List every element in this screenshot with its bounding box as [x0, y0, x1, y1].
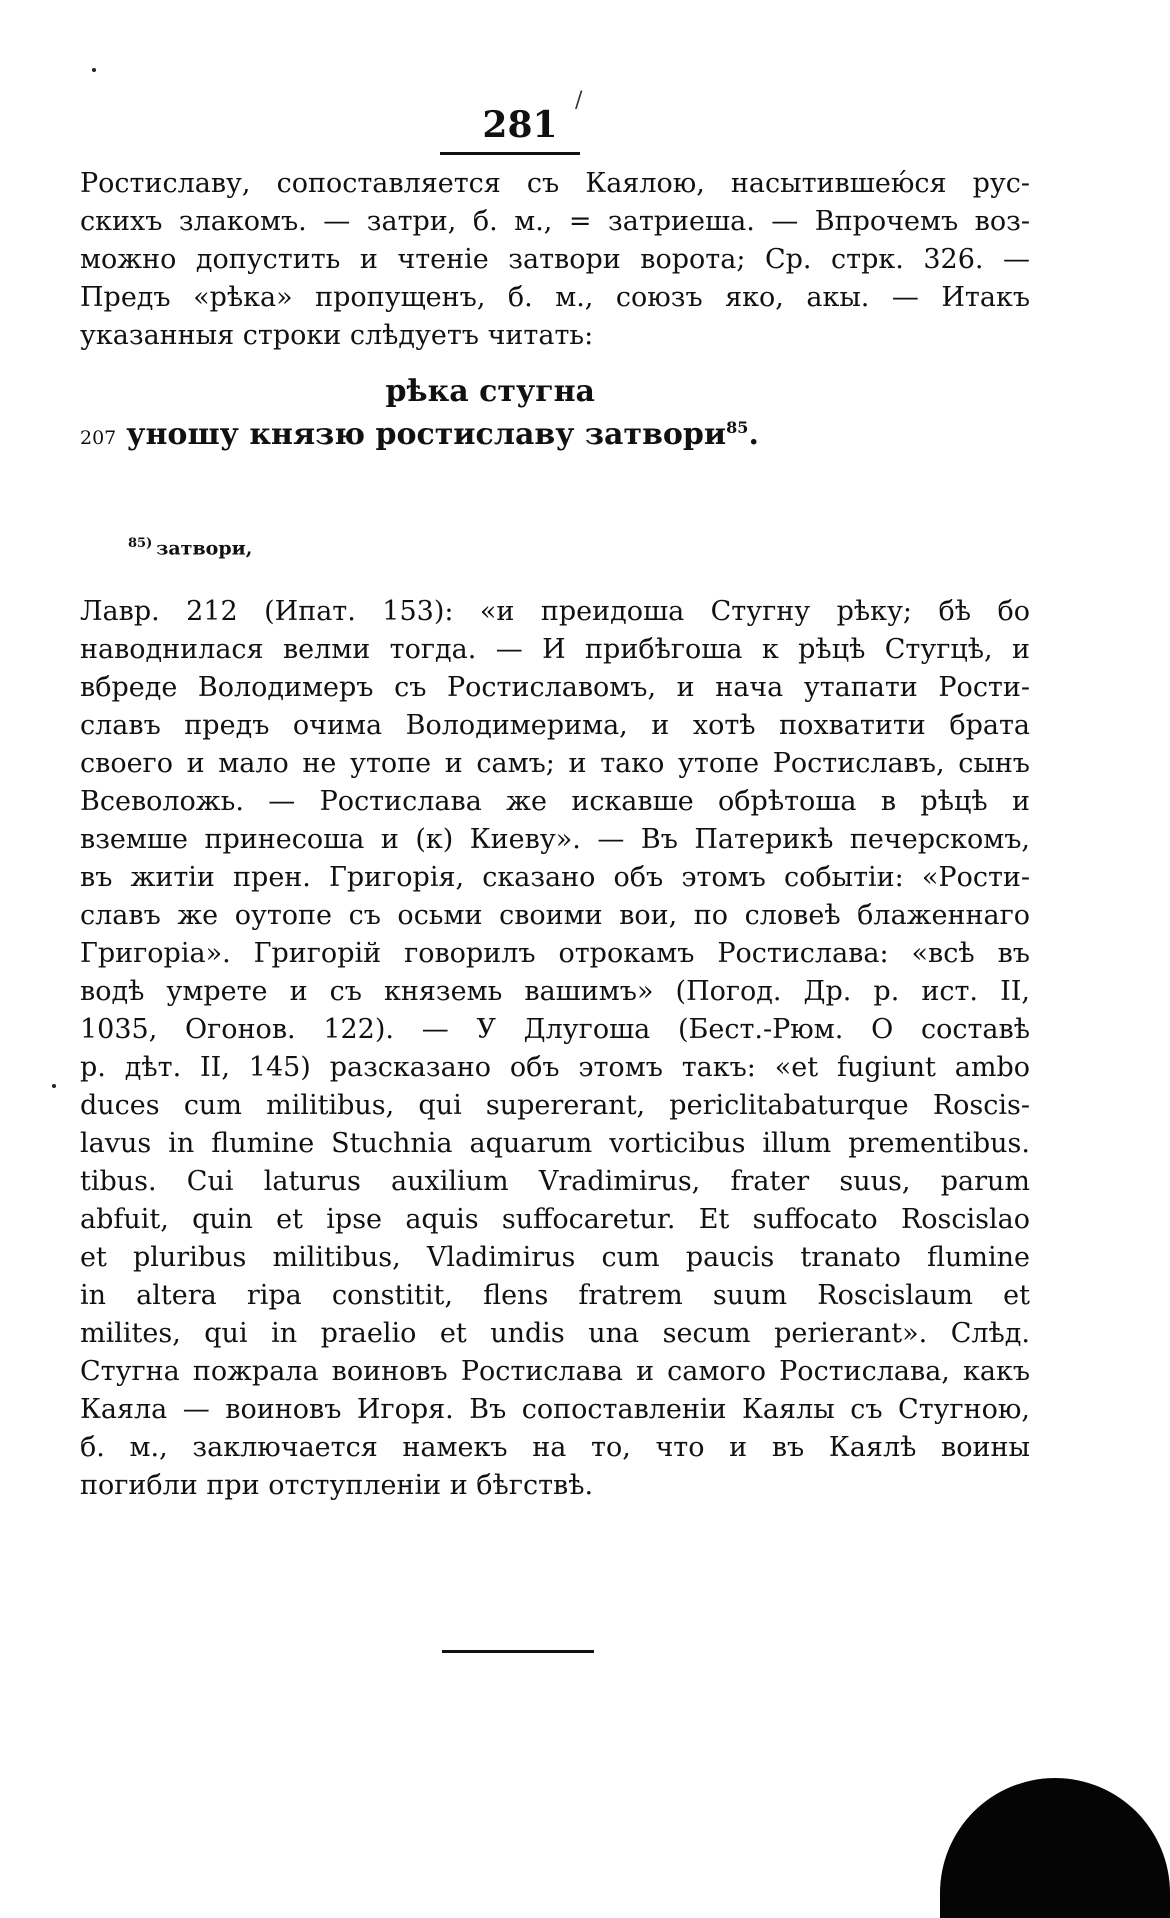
footnote-text: затвори,: [156, 537, 253, 560]
quote-line-1: рѣка стугна: [385, 374, 595, 409]
text-line: водѣ умрете и съ княземь вашимъ» (Погод. Др. р. ист. II,: [80, 976, 1030, 1007]
margin-dot: [92, 68, 96, 72]
text-line: скихъ злакомъ. — затри, б. м., = затриеша. — Впрочемъ воз-: [80, 206, 1030, 237]
text-line: своего и мало не утопе и самъ; и тако утопе Ростиславъ, сынъ: [80, 748, 1030, 779]
footnote: [128, 536, 252, 559]
text-line: вбреде Володимеръ съ Ростиславомъ, и нача утапати Рости-: [80, 672, 1030, 703]
text-line: tibus. Cui laturus auxilium Vradimirus, frater suus, parum: [80, 1166, 1030, 1197]
text-line: Предъ «рѣка» пропущенъ, б. м., союзъ яко, акы. — Итакъ: [80, 282, 1030, 313]
page-number: 281: [482, 104, 558, 146]
text-line: in altera ripa constitit, flens fratrem suum Roscislaum et: [80, 1280, 1030, 1311]
text-line: въ житіи прен. Григорія, сказано объ этомъ событіи: «Рости-: [80, 862, 1030, 893]
text-line: Каяла — воиновъ Игоря. Въ сопоставленіи Каялы съ Стугною,: [80, 1394, 1030, 1425]
text-line: наводнилася велми тогда. — И прибѣгоша к рѣцѣ Стугцѣ, и: [80, 634, 1030, 665]
text-line: славъ же оутопе съ осьми своими вои, по словеѣ блаженнаго: [80, 900, 1030, 931]
text-line: duces cum militibus, qui supererant, periclitabaturque Roscis-: [80, 1090, 1030, 1121]
footnote-mark: 85): [128, 536, 153, 551]
text-line: Ростиславу, сопоставляется съ Каялою, насытившею́ся рус-: [80, 168, 1030, 199]
footer-rule: [442, 1650, 594, 1653]
text-line: можно допустить и чтеніе затвори ворота; Ср. стрк. 326. —: [80, 244, 1030, 275]
text-line: Всеволожь. — Ростислава же искавше обрѣтоша в рѣцѣ и: [80, 786, 1030, 817]
footnote-reference: 85: [726, 418, 749, 437]
quote-line-2-text: уношу князю ростиславу затвори: [126, 417, 727, 452]
text-line: Стугна пожрала воиновъ Ростислава и самого Ростислава, какъ: [80, 1356, 1030, 1387]
text-line: abfuit, quin et ipse aquis suffocaretur. Et suffocato Roscislao: [80, 1204, 1030, 1235]
margin-dot: [52, 1084, 56, 1088]
text-line: et pluribus militibus, Vladimirus cum paucis tranato flumine: [80, 1242, 1030, 1273]
text-line: указанныя строки слѣдуетъ читать:: [80, 320, 594, 351]
text-line: р. дѣт. II, 145) разсказано объ этомъ такъ: «et fugiunt ambo: [80, 1052, 1030, 1083]
text-line: lavus in flumine Stuchnia aquarum vorticibus illum prementibus.: [80, 1128, 1030, 1159]
text-line: Григоріа». Григорій говорилъ отрокамъ Ростислава: «всѣ въ: [80, 938, 1030, 969]
text-line: славъ предъ очима Володимерима, и хотѣ похватити брата: [80, 710, 1030, 741]
header-rule: [440, 152, 580, 155]
text-line: вземше принесоша и (к) Киеву». — Въ Патерикѣ печерскомъ,: [80, 824, 1030, 855]
text-line: погибли при отступленіи и бѣгствѣ.: [80, 1470, 594, 1501]
text-line: milites, qui in praelio et undis una secum perierant». Слѣд.: [80, 1318, 1030, 1349]
text-line: б. м., заключается намекъ на то, что и въ Каялѣ воины: [80, 1432, 1030, 1463]
text-line: 1035, Огонов. 122). — У Длугоша (Бест.-Рюм. О составѣ: [80, 1014, 1030, 1045]
stray-mark: /: [575, 88, 583, 113]
quote-line-2: 207 уношу князю ростиславу затвори$^{85}$.: [80, 417, 759, 452]
text-line: Лавр. 212 (Ипат. 153): «и преидоша Стугну рѣку; бѣ бо: [80, 596, 1030, 627]
scan-shadow: [940, 1778, 1170, 1918]
verse-number: 207: [80, 427, 117, 449]
